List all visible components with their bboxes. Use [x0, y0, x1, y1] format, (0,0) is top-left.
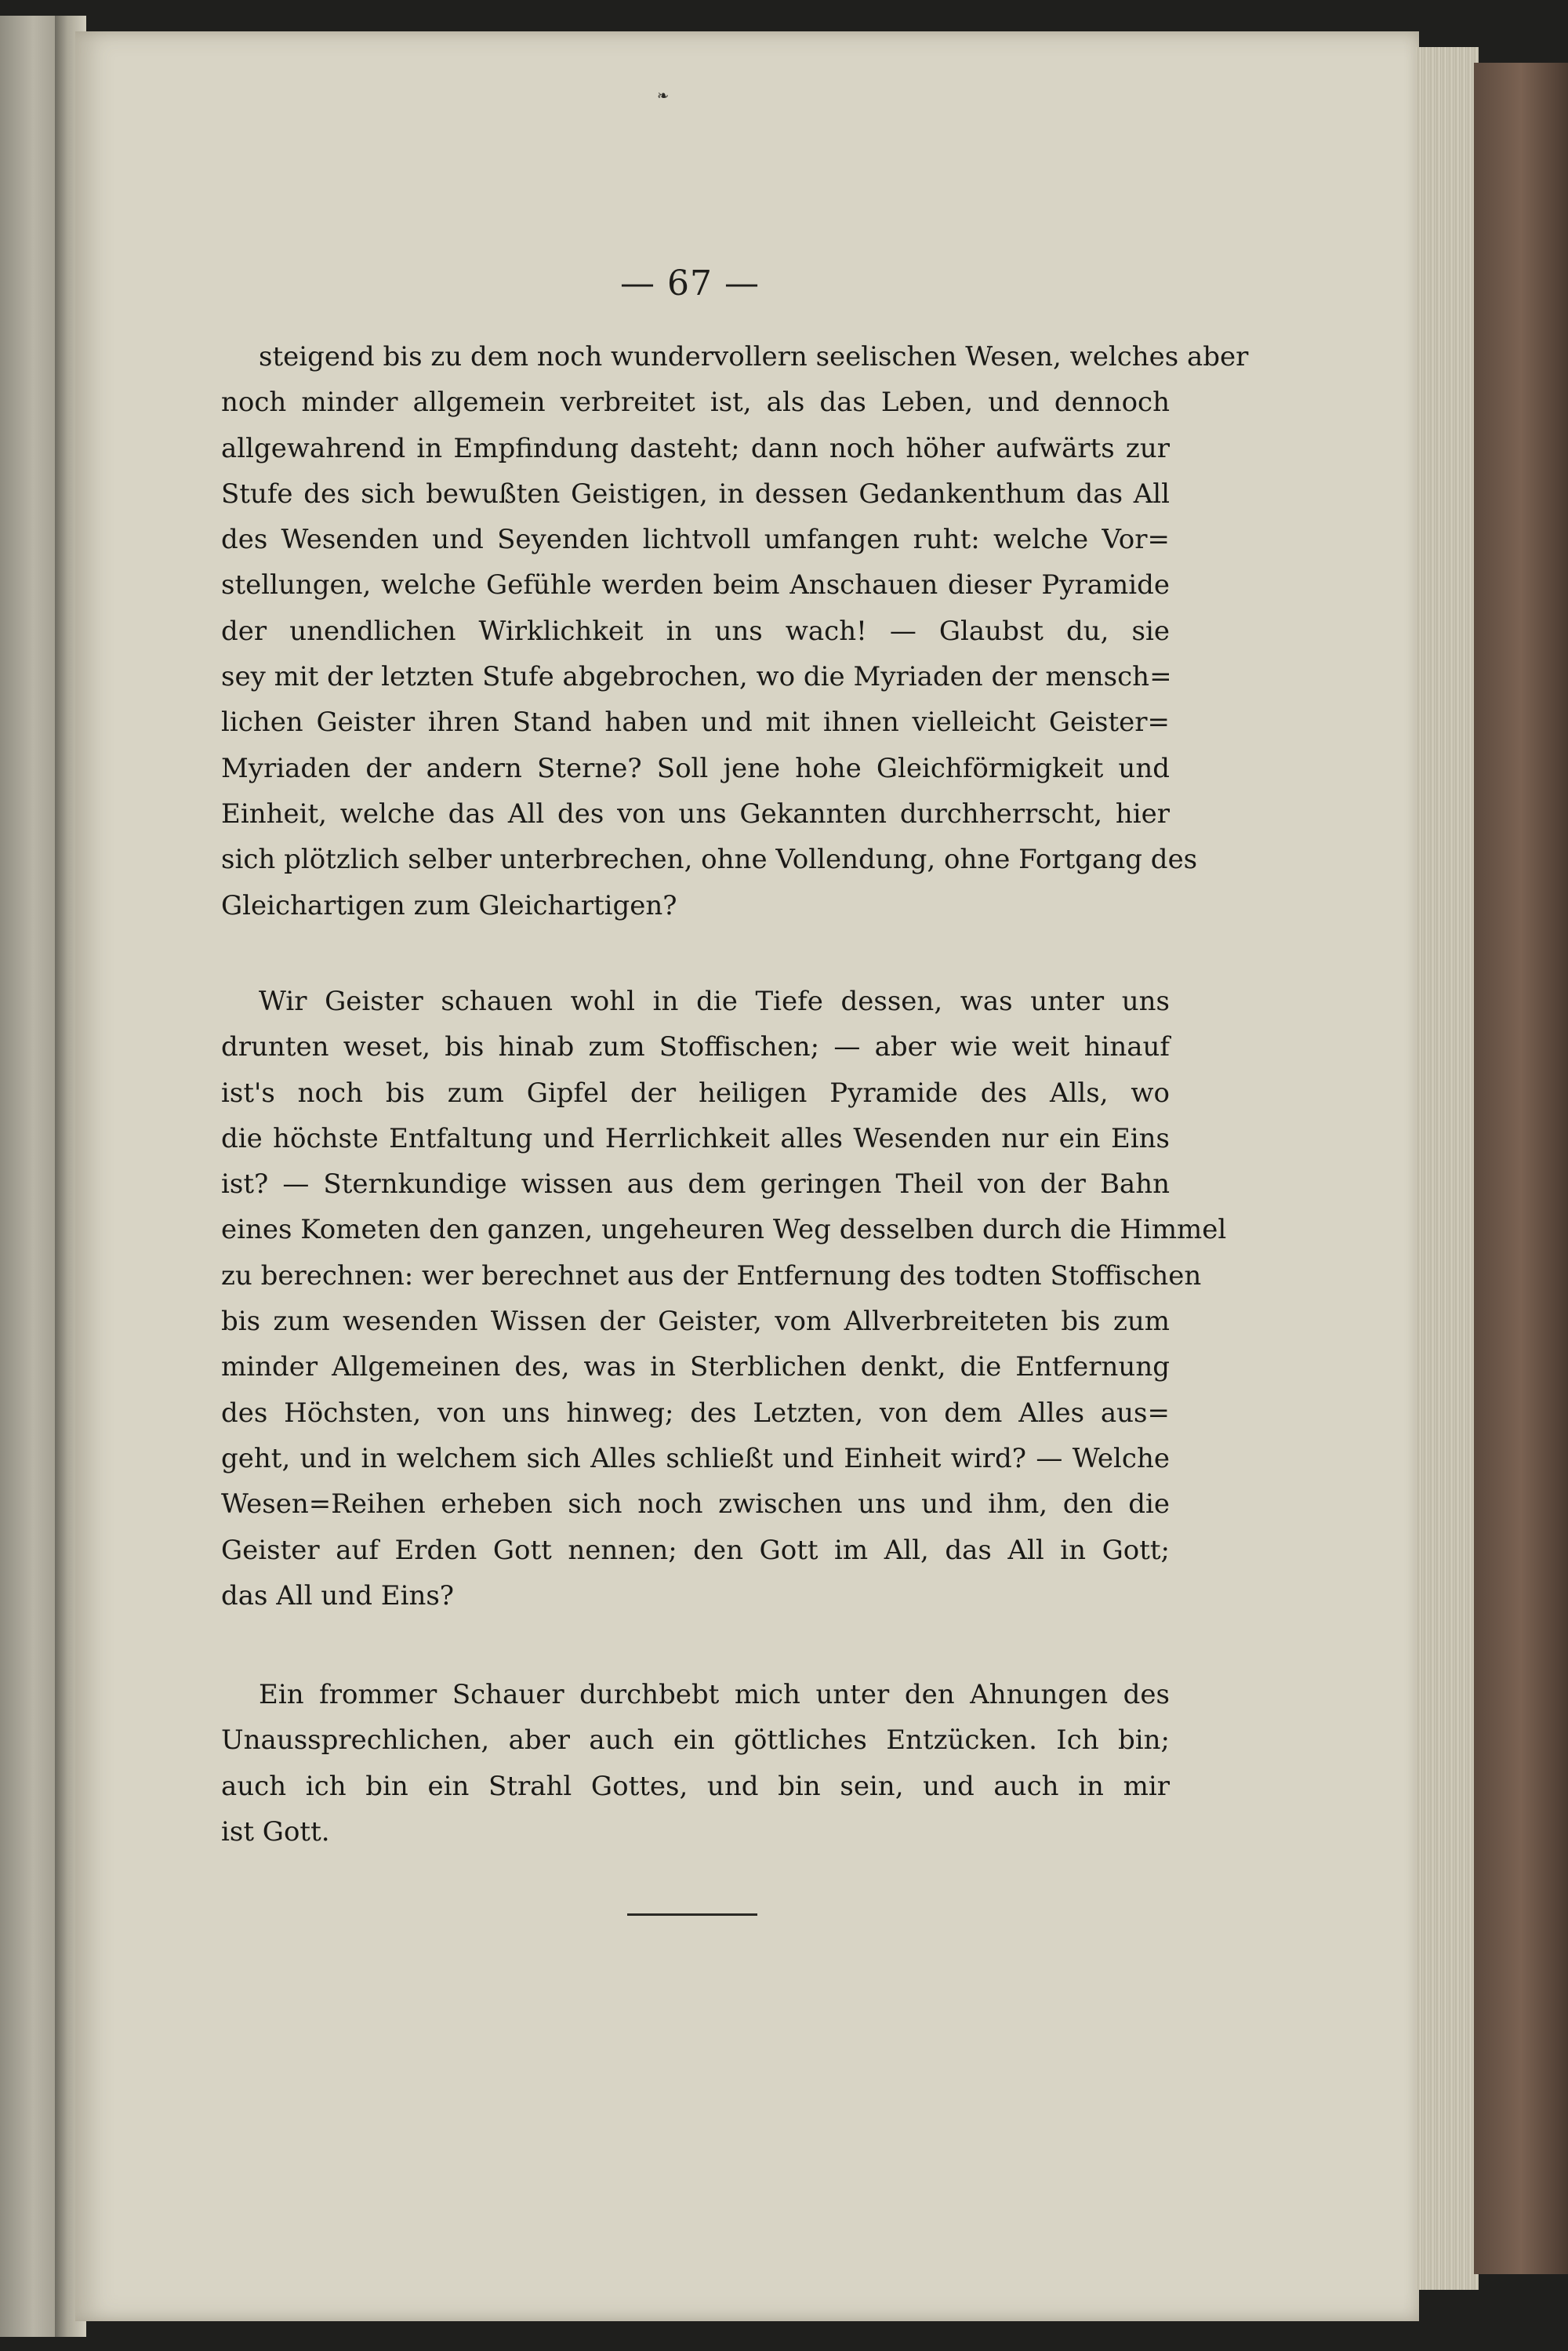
closing-rule: [627, 1913, 757, 1916]
text-line: Wesen=Reihen erheben sich noch zwischen uns und ihm, den die: [221, 1488, 1170, 1521]
text-line: der unendlichen Wirklichkeit in uns wach! — Glaubst du, sie: [221, 615, 1170, 647]
text-line: des Höchsten, von uns hinweg; des Letzten, von dem Alles aus=: [221, 1397, 1170, 1429]
page-number: — 67 —: [620, 263, 760, 303]
text-line: Stufe des sich bewußten Geistigen, in dessen Gedankenthum das All: [221, 478, 1170, 510]
text-line: noch minder allgemein verbreitet ist, als das Leben, und dennoch: [221, 387, 1170, 419]
text-line: sich plötzlich selber unterbrechen, ohne Vollendung, ohne Fortgang des: [221, 844, 1198, 876]
paragraph-2: [221, 979, 1227, 1619]
text-line: zu berechnen: wer berechnet aus der Entfernung des todten Stoffischen: [221, 1259, 1202, 1292]
text-line: steigend bis zu dem noch wundervollern seelischen Wesen, welches aber: [259, 341, 1249, 372]
stacked-page-edges: [1416, 47, 1479, 2290]
text-line: das All und Eins?: [221, 1579, 455, 1612]
text-line: minder Allgemeinen des, was in Sterblichen denkt, die Entfernung: [221, 1351, 1170, 1383]
text-line: ist? — Sternkundige wissen aus dem geringen Theil von der Bahn: [221, 1168, 1170, 1201]
text-line: allgewahrend in Empfindung dasteht; dann noch höher aufwärts zur: [221, 432, 1170, 464]
text-line: auch ich bin ein Strahl Gottes, und bin sein, und auch in mir: [221, 1770, 1170, 1802]
text-line: Wir Geister schauen wohl in die Tiefe dessen, was unter uns: [259, 986, 1170, 1017]
paragraph-1: [221, 334, 1249, 928]
text-line: Ein frommer Schauer durchbebt mich unter den Ahnungen des: [259, 1679, 1170, 1710]
text-line: Geister auf Erden Gott nennen; den Gott im All, das All in Gott;: [221, 1534, 1170, 1566]
text-line: Gleichartigen zum Gleichartigen?: [221, 889, 677, 921]
paragraph-3: [221, 1672, 1170, 1855]
printer-ornament: ❧: [657, 88, 670, 104]
text-line: eines Kometen den ganzen, ungeheuren Weg desselben durch die Himmel: [221, 1214, 1227, 1246]
text-line: geht, und in welchem sich Alles schließt und Einheit wird? — Welche: [221, 1442, 1170, 1474]
text-line: Myriaden der andern Sterne? Soll jene hohe Gleichförmigkeit und: [221, 752, 1170, 784]
text-line: lichen Geister ihren Stand haben und mit ihnen vielleicht Geister=: [221, 707, 1170, 739]
previous-page-edge: [0, 16, 61, 2337]
text-line: bis zum wesenden Wissen der Geister, vom Allverbreiteten bis zum: [221, 1306, 1170, 1338]
text-line: Unaussprechlichen, aber auch ein göttliches Entzücken. Ich bin;: [221, 1724, 1170, 1757]
text-line: stellungen, welche Gefühle werden beim Anschauen dieser Pyramide: [221, 569, 1170, 601]
text-line: ist's noch bis zum Gipfel der heiligen Pyramide des Alls, wo: [221, 1077, 1170, 1109]
book-binding: [1474, 63, 1568, 2274]
text-line: Einheit, welche das All des von uns Gekannten durchherrscht, hier: [221, 798, 1170, 830]
text-line: die höchste Entfaltung und Herrlichkeit alles Wesenden nur ein Eins: [221, 1122, 1170, 1154]
text-line: sey mit der letzten Stufe abgebrochen, wo die Myriaden der mensch=: [221, 661, 1172, 693]
text-line: drunten weset, bis hinab zum Stoffischen; — aber wie weit hinauf: [221, 1031, 1170, 1063]
text-line: ist Gott.: [221, 1815, 330, 1848]
text-line: des Wesenden und Seyenden lichtvoll umfangen ruht: welche Vor=: [221, 524, 1170, 556]
